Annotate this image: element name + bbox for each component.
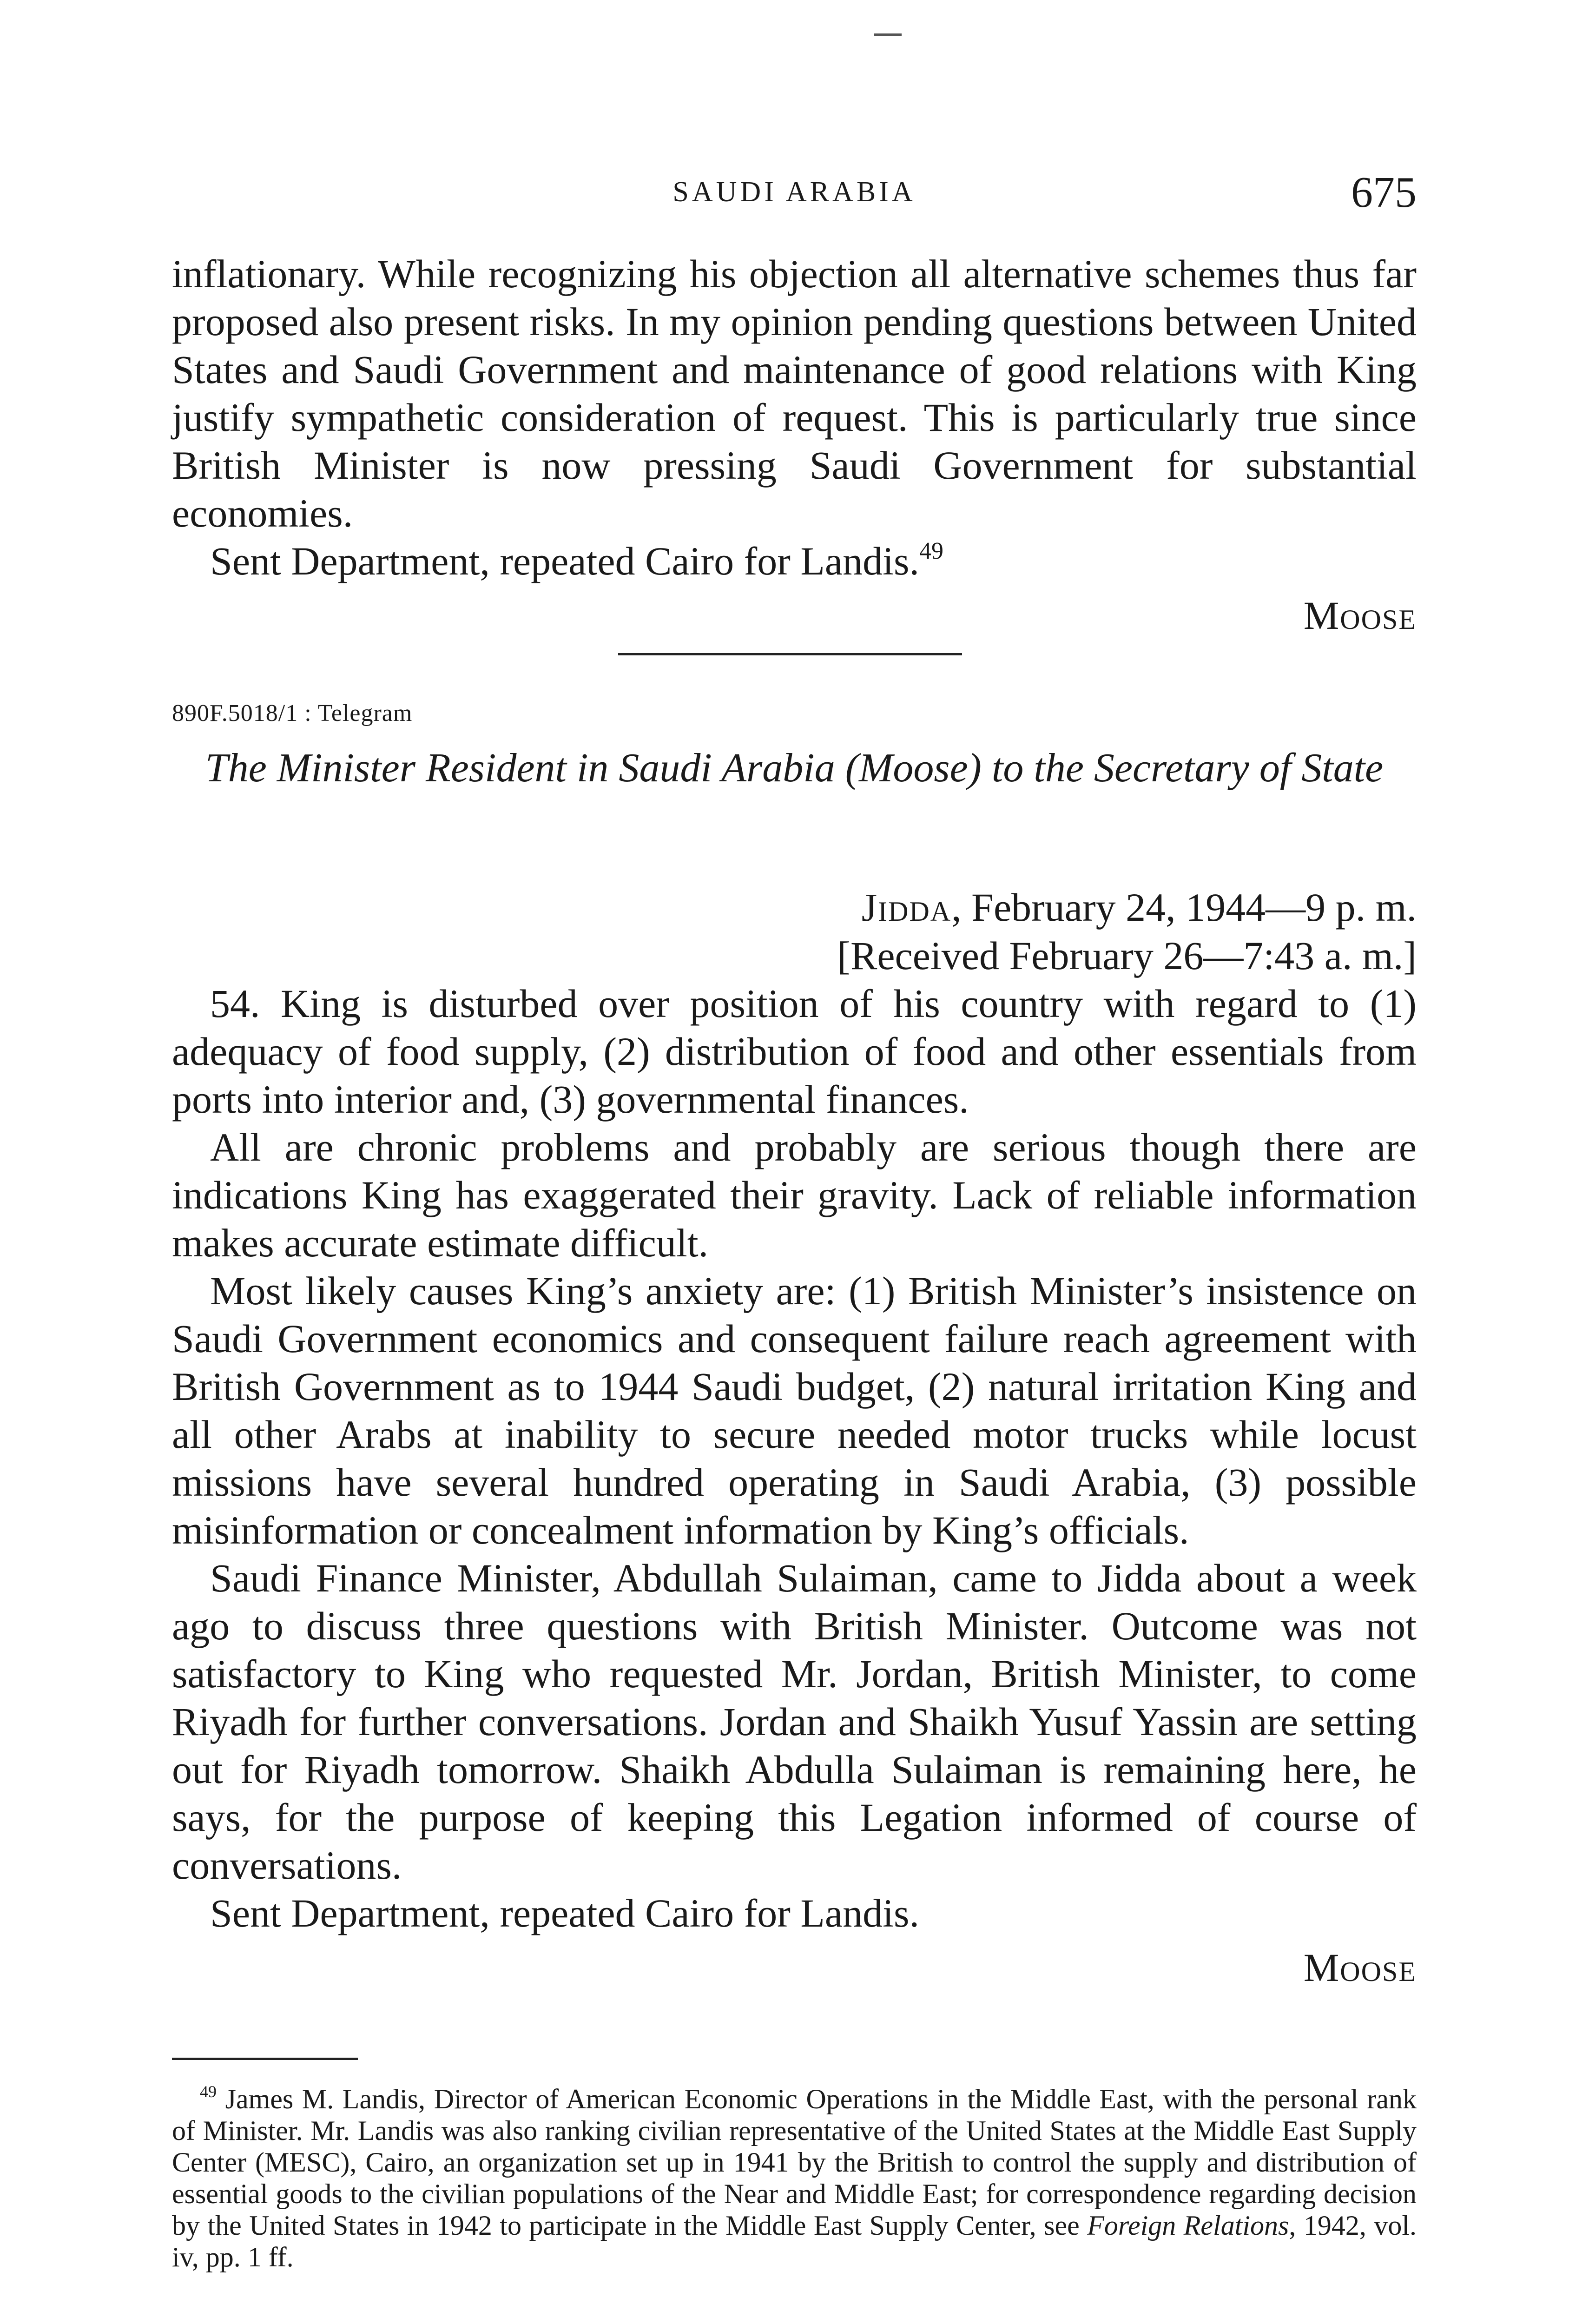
footnote-text-end: , 1942, vol. iv, pp. 1 ff. — [172, 2210, 1417, 2272]
signature-block — [172, 592, 1417, 640]
footnote-text — [172, 2083, 1417, 2273]
signature: Moose — [1303, 593, 1417, 638]
body-paragraph-5: Sent Department, repeated Cairo for Landis. — [210, 1891, 919, 1935]
file-reference: 890F.5018/1 : Telegram — [172, 700, 413, 726]
signature-2: Moose — [1303, 1945, 1417, 1990]
running-title: SAUDI ARABIA — [672, 176, 916, 208]
scan-mark — [874, 33, 902, 36]
dateline — [837, 883, 1417, 980]
footnote — [172, 2083, 1417, 2273]
dateline-received: [Received February 26—7:43 a. m.] — [837, 933, 1417, 978]
footnote-ref: 49 — [919, 538, 943, 564]
sent-line — [172, 537, 1417, 585]
body-paragraph-2: All are chronic problems and probably are serious though there are indications King has exaggerated their gravity. Lack of reliable information makes accurate estimate difficult. — [172, 1125, 1417, 1265]
footnote-number: 49 — [200, 2082, 217, 2101]
footnote-divider — [172, 2058, 358, 2060]
telegram-continuation — [172, 250, 1417, 640]
telegram-body — [172, 980, 1417, 1992]
section-divider — [618, 653, 962, 655]
continuation-paragraph: inflationary. While recognizing his objection all alternative schemes thus far proposed also present risks. In my opinion pending questions between United States and Saudi Government and maintenance of good relations with King justify sympathetic consideration of request. This is particularly true since British Minister is now pressing Saudi Government for substantial economies. — [172, 251, 1417, 535]
dateline-sent — [837, 883, 1417, 931]
dateline-date: , February 24, 1944—9 p. m. — [951, 885, 1417, 930]
document-heading: The Minister Resident in Saudi Arabia (Moose) to the Secretary of State — [205, 746, 1384, 791]
page-number: 675 — [1351, 168, 1417, 217]
dateline-place: Jidda — [861, 885, 952, 930]
body-paragraph-1: 54. King is disturbed over position of his country with regard to (1) adequacy of food supply, (2) distribution of food and other essentials from ports into interior and, (3) governmental finances. — [172, 981, 1417, 1122]
sent-line-text: Sent Department, repeated Cairo for Landis. — [210, 539, 919, 583]
footnote-text-main: James M. Landis, Director of American Economic Operations in the Middle East, with the personal rank of Minister. Mr. Landis was also ranking civilian representative of the United States at the Middle East Supply Center (MESC), Cairo, an organization set up in 1941 by the British to control the supply and distribution of essential goods to the civilian populations of the Near and Middle East; for correspondence regarding decision by the United States in 1942 to participate in the Middle East Supply Center, see — [172, 2084, 1417, 2241]
footnote-citation-title: Foreign Relations — [1087, 2210, 1289, 2241]
body-paragraph-4: Saudi Finance Minister, Abdullah Sulaiman, came to Jidda about a week ago to discuss three questions with British Minister. Outcome was not satisfactory to King who requested Mr. Jordan, British Minister, to come Riyadh for further conversations. Jordan and Shaikh Yusuf Yassin are setting out for Riyadh tomorrow. Shaikh Abdulla Sulaiman is remaining here, he says, for the purpose of keeping this Legation informed of course of conversations. — [172, 1556, 1417, 1888]
body-paragraph-3: Most likely causes King’s anxiety are: (1) British Minister’s insistence on Saudi Government economics and consequent failure reach agreement with British Government as to 1944 Saudi budget, (2) natural irritation King and all other Arabs at inability to secure needed motor trucks while locust missions have several hundred operating in Saudi Arabia, (3) possible misinformation or concealment information by King’s officials. — [172, 1268, 1417, 1552]
signature-block-2 — [172, 1944, 1417, 1992]
running-header — [172, 167, 1417, 218]
